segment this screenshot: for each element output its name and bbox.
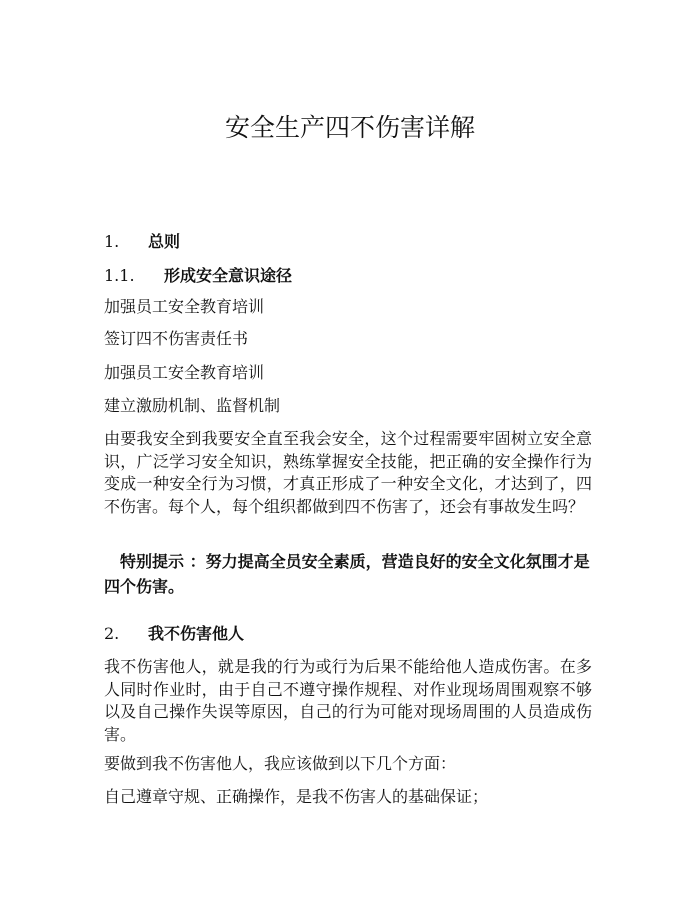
subsection-heading-1-1 (104, 264, 292, 288)
body-paragraph: 我不伤害他人，就是我的行为或行为后果不能给他人造成伤害。在多人同时作业时，由于自己不遵守操作规程、对作业现场周围观察不够以及自己操作失误等原因，自己的行为可能对现场周围的人员造成伤害。 (104, 657, 592, 744)
section-heading-text: 总则 (148, 232, 181, 251)
section-heading-2 (104, 622, 244, 646)
list-item: 签订四不伤害责任书 (104, 329, 249, 348)
list-item: 加强员工安全教育培训 (104, 363, 265, 382)
body-paragraph: 要做到我不伤害他人，我应该做到以下几个方面： (104, 754, 457, 773)
tip-label: 特别提示 ： (120, 552, 206, 571)
list-item: 加强员工安全教育培训 (104, 297, 265, 316)
section-heading-1 (104, 230, 180, 254)
list-item: 建立激励机制、监督机制 (104, 396, 281, 415)
tip-text: 努力提高全员安全素质，营造良好的安全文化氛围才是四个伤害。 (104, 552, 590, 596)
section-heading-text: 我不伤害他人 (148, 624, 245, 643)
body-paragraph: 由要我安全到我要安全直至我会安全，这个过程需要牢固树立安全意识，广泛学习安全知识，熟练掌握安全技能，把正确的安全操作行为变成一种安全行为习惯，才真正形成了一种安全文化，才达到了，四不伤害。每个人，每个组织都做到四不伤害了，还会有事故发生吗？ (104, 429, 592, 516)
document-title: 安全生产四不伤害详解 (224, 113, 475, 142)
body-paragraph: 自己遵章守规、正确操作，是我不伤害人的基础保证； (104, 787, 489, 806)
special-tip (104, 549, 604, 599)
section-number: 2. (104, 624, 120, 643)
section-number: 1. (104, 232, 120, 251)
subsection-number: 1.1. (104, 266, 135, 285)
subsection-heading-text: 形成安全意识途径 (164, 266, 293, 285)
